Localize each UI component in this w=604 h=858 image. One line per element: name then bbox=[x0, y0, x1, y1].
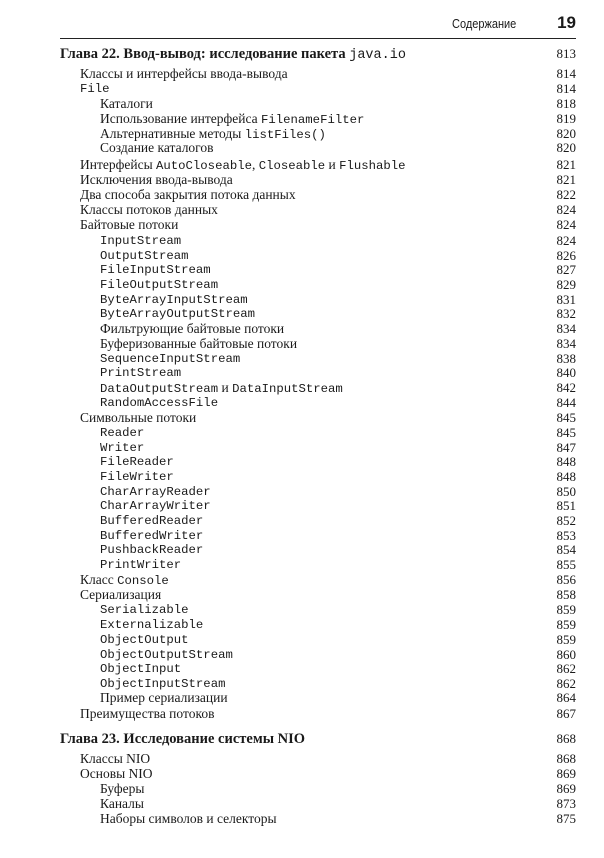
toc-entry-code: InputStream bbox=[100, 234, 182, 248]
toc-entry-label: Альтернативные методы listFiles() bbox=[100, 126, 326, 142]
toc-entry[interactable] bbox=[0, 66, 604, 82]
toc-page-number: 818 bbox=[556, 96, 576, 111]
toc-entry-label: Каналы bbox=[100, 796, 144, 811]
toc-entry-label: Байтовые потоки bbox=[80, 217, 179, 232]
toc-page-number: 819 bbox=[556, 111, 576, 126]
toc-page-number: 842 bbox=[556, 380, 576, 395]
toc-page-number: 814 bbox=[556, 66, 576, 81]
toc-chapter-23[interactable] bbox=[0, 730, 604, 748]
toc-entry-label: Класс Console bbox=[80, 572, 169, 588]
toc-page-number: 856 bbox=[556, 572, 576, 587]
toc-entry-code: ObjectInputStream bbox=[100, 677, 226, 691]
toc-page-number: 862 bbox=[556, 661, 576, 676]
toc-page-number: 853 bbox=[556, 528, 576, 543]
toc-entry-code: ByteArrayOutputStream bbox=[100, 307, 255, 321]
toc-entry-code: File bbox=[80, 82, 110, 96]
toc-entry[interactable] bbox=[0, 454, 604, 470]
toc-page-number: 859 bbox=[556, 602, 576, 617]
toc-page-number: 852 bbox=[556, 513, 576, 528]
toc-entry[interactable] bbox=[0, 781, 604, 797]
toc-entry[interactable] bbox=[0, 172, 604, 188]
toc-entry-code: FileWriter bbox=[100, 470, 174, 484]
page-number: 19 bbox=[557, 13, 576, 32]
toc-entry[interactable] bbox=[0, 706, 604, 722]
toc-page-number: 831 bbox=[556, 292, 576, 307]
toc-entry-code: CharArrayReader bbox=[100, 485, 211, 499]
toc-entry-label: Классы и интерфейсы ввода-вывода bbox=[80, 66, 288, 81]
toc-entry[interactable] bbox=[0, 617, 604, 633]
toc-page-number: 848 bbox=[556, 469, 576, 484]
toc-entry[interactable] bbox=[0, 690, 604, 706]
toc-page-number: 834 bbox=[556, 321, 576, 336]
toc-entry[interactable] bbox=[0, 796, 604, 812]
toc-page-number: 867 bbox=[556, 706, 576, 721]
toc-entry[interactable] bbox=[0, 811, 604, 827]
toc-entry-code: ObjectOutputStream bbox=[100, 648, 233, 662]
toc-page-number: 864 bbox=[556, 690, 576, 705]
toc-entry[interactable] bbox=[0, 233, 604, 249]
toc-page-number: 869 bbox=[556, 781, 576, 796]
toc-page-number: 820 bbox=[556, 140, 576, 155]
toc-entry-label: Классы NIO bbox=[80, 751, 151, 766]
toc-entry-label: Буферы bbox=[100, 781, 145, 796]
toc-entry-label: Исключения ввода-вывода bbox=[80, 172, 233, 187]
toc-entry-code: FileReader bbox=[100, 455, 174, 469]
toc-entry[interactable] bbox=[0, 81, 604, 97]
toc-entry-code: Writer bbox=[100, 441, 145, 455]
toc-page-number: 824 bbox=[556, 217, 576, 232]
toc-entry-code: RandomAccessFile bbox=[100, 396, 219, 410]
running-header-section: Содержание bbox=[452, 17, 517, 31]
toc-entry-code: BufferedWriter bbox=[100, 529, 204, 543]
toc-entry[interactable] bbox=[0, 96, 604, 112]
toc-page-number: 824 bbox=[556, 233, 576, 248]
toc-entry[interactable] bbox=[0, 336, 604, 352]
toc-page-number: 821 bbox=[556, 172, 576, 187]
toc-page-number: 859 bbox=[556, 632, 576, 647]
toc-entry[interactable] bbox=[0, 157, 604, 173]
toc-entry-code: ByteArrayInputStream bbox=[100, 293, 248, 307]
toc-page-number: 873 bbox=[556, 796, 576, 811]
toc-entry[interactable] bbox=[0, 217, 604, 233]
toc-page-number: 847 bbox=[556, 440, 576, 455]
toc-entry-code: PrintStream bbox=[100, 366, 182, 380]
toc-entry-label: Основы NIO bbox=[80, 766, 153, 781]
toc-page-number: 850 bbox=[556, 484, 576, 499]
toc-page-number: 848 bbox=[556, 454, 576, 469]
toc-entry-code: Serializable bbox=[100, 603, 189, 617]
toc-entry-code: Reader bbox=[100, 426, 145, 440]
toc-page-number: 844 bbox=[556, 395, 576, 410]
toc-entry-label: Буферизованные байтовые потоки bbox=[100, 336, 298, 351]
toc-entry-label: Пример сериализации bbox=[100, 690, 228, 705]
toc-page-number: 829 bbox=[556, 277, 576, 292]
toc-page-number: 813 bbox=[556, 46, 576, 61]
toc-entry-code: ObjectOutput bbox=[100, 633, 189, 647]
toc-entry-code: PrintWriter bbox=[100, 558, 182, 572]
toc-entry-label: Символьные потоки bbox=[80, 410, 197, 425]
toc-page-number: 814 bbox=[556, 81, 576, 96]
toc-entry[interactable] bbox=[0, 111, 604, 127]
toc-entry[interactable] bbox=[0, 572, 604, 588]
toc-entry[interactable] bbox=[0, 542, 604, 558]
toc-page-number: 862 bbox=[556, 676, 576, 691]
toc-page-number: 838 bbox=[556, 351, 576, 366]
toc-entry-label: DataOutputStream и DataInputStream bbox=[100, 380, 343, 396]
toc-entry-label: Наборы символов и селекторы bbox=[100, 811, 277, 826]
toc-entry-code: CharArrayWriter bbox=[100, 499, 211, 513]
toc-chapter-title: Глава 23. Исследование системы NIO bbox=[60, 731, 306, 747]
toc-chapter-22[interactable] bbox=[0, 45, 604, 63]
toc-entry[interactable] bbox=[0, 587, 604, 603]
toc-page-number: 859 bbox=[556, 617, 576, 632]
toc-entry-label: Классы потоков данных bbox=[80, 202, 218, 217]
toc-page-number: 820 bbox=[556, 126, 576, 141]
toc-entry[interactable] bbox=[0, 513, 604, 529]
header-rule bbox=[60, 38, 576, 39]
toc-entry[interactable] bbox=[0, 187, 604, 203]
toc-entry[interactable] bbox=[0, 661, 604, 677]
toc-entry-label: Два способа закрытия потока данных bbox=[80, 187, 296, 202]
toc-entry-code: FileOutputStream bbox=[100, 278, 219, 292]
toc-page-number: 834 bbox=[556, 336, 576, 351]
toc-entry[interactable] bbox=[0, 202, 604, 218]
toc-entry[interactable] bbox=[0, 306, 604, 322]
toc-entry[interactable] bbox=[0, 557, 604, 573]
toc-entry-code: PushbackReader bbox=[100, 543, 204, 557]
toc-entry[interactable] bbox=[0, 602, 604, 618]
toc-page-number: 845 bbox=[556, 425, 576, 440]
toc-page-number: 826 bbox=[556, 248, 576, 263]
toc-entry[interactable] bbox=[0, 766, 604, 782]
toc-page-number: 875 bbox=[556, 811, 576, 826]
toc-page-number: 845 bbox=[556, 410, 576, 425]
toc-entry[interactable] bbox=[0, 365, 604, 381]
toc-page-number: 822 bbox=[556, 187, 576, 202]
toc-entry[interactable] bbox=[0, 321, 604, 337]
toc-page-number: 840 bbox=[556, 365, 576, 380]
toc-entry[interactable] bbox=[0, 498, 604, 514]
toc-entry-label: Преимущества потоков bbox=[80, 706, 215, 721]
toc-entry-label: Использование интерфейса FilenameFilter bbox=[100, 111, 365, 127]
toc-page-number: 832 bbox=[556, 306, 576, 321]
toc-entry[interactable] bbox=[0, 425, 604, 441]
toc-page-number: 827 bbox=[556, 262, 576, 277]
toc-page-number: 868 bbox=[556, 731, 576, 746]
toc-page-number: 860 bbox=[556, 647, 576, 662]
toc-entry[interactable] bbox=[0, 395, 604, 411]
toc-page-number: 868 bbox=[556, 751, 576, 766]
toc-entry[interactable] bbox=[0, 751, 604, 767]
toc-chapter-title: Глава 22. Ввод-вывод: исследование пакета java.io bbox=[60, 46, 406, 63]
toc-entry[interactable] bbox=[0, 632, 604, 648]
toc-entry-label: Каталоги bbox=[100, 96, 153, 111]
toc-entry-label: Создание каталогов bbox=[100, 140, 214, 155]
toc-page-number: 821 bbox=[556, 157, 576, 172]
toc-entry[interactable] bbox=[0, 410, 604, 426]
toc-page-number: 824 bbox=[556, 202, 576, 217]
toc-entry[interactable] bbox=[0, 140, 604, 156]
toc-entry[interactable] bbox=[0, 262, 604, 278]
toc-entry-code: OutputStream bbox=[100, 249, 189, 263]
toc-entry[interactable] bbox=[0, 469, 604, 485]
toc-entry[interactable] bbox=[0, 277, 604, 293]
toc-page-number: 855 bbox=[556, 557, 576, 572]
toc-entry-code: SequenceInputStream bbox=[100, 352, 241, 366]
toc-page-number: 851 bbox=[556, 498, 576, 513]
toc-page-number: 858 bbox=[556, 587, 576, 602]
toc-page-number: 869 bbox=[556, 766, 576, 781]
toc-entry-code: Externalizable bbox=[100, 618, 204, 632]
toc-entry-code: ObjectInput bbox=[100, 662, 182, 676]
toc-page-number: 854 bbox=[556, 542, 576, 557]
toc-entry-code: FileInputStream bbox=[100, 263, 211, 277]
toc-entry[interactable] bbox=[0, 380, 604, 396]
toc-entry-label: Интерфейсы AutoCloseable, Closeable и Flushable bbox=[80, 157, 406, 173]
toc-entry-code: BufferedReader bbox=[100, 514, 204, 528]
toc-entry-label: Сериализация bbox=[80, 587, 162, 602]
toc-entry-label: Фильтрующие байтовые потоки bbox=[100, 321, 285, 336]
